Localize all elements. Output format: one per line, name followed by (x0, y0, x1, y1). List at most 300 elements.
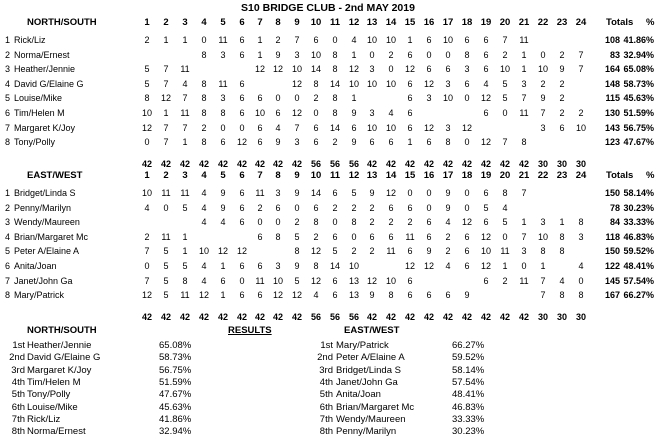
score-cell: 1 (540, 261, 546, 271)
board-top-cell: 42 (198, 311, 209, 322)
score-cell: 2 (369, 202, 375, 213)
board-number-header: 5 (220, 17, 226, 28)
board-number-header: 23 (556, 17, 568, 28)
score-cell: 2 (407, 217, 413, 228)
score-cell: 7 (578, 64, 584, 75)
pair-number: 3 (4, 64, 10, 75)
board-top-cell: 42 (366, 158, 377, 169)
result-percent: 41.86% (159, 413, 192, 425)
score-cell: 11 (500, 246, 510, 257)
score-cell: 7 (182, 122, 188, 133)
score-cell: 0 (502, 231, 508, 242)
result-name: Margaret K/Joy (27, 364, 92, 376)
score-cell: 11 (218, 78, 228, 89)
score-cell: 9 (426, 246, 432, 257)
score-cell: 10 (198, 246, 209, 257)
score-cell: 7 (163, 78, 169, 89)
board-top-cell: 56 (348, 311, 359, 322)
score-cell: 0 (313, 108, 319, 118)
score-cell: 6 (483, 35, 489, 45)
score-cell: 3 (578, 231, 584, 242)
board-number-header: 21 (518, 17, 530, 28)
result-percent: 45.63% (159, 401, 192, 413)
score-cell: 6 (257, 290, 263, 301)
board-number-header: 18 (461, 170, 473, 181)
score-cell: 2 (257, 202, 263, 213)
board-top-cell: 42 (499, 311, 510, 322)
score-cell: 6 (257, 261, 263, 271)
result-name: Brian/Margaret Mc (336, 401, 415, 413)
score-cell: 6 (445, 290, 451, 301)
score-cell: 7 (502, 137, 508, 148)
score-cell: 2 (351, 202, 357, 213)
score-cell: 4 (388, 108, 394, 118)
score-cell: 6 (426, 137, 432, 148)
score-cell: 10 (385, 122, 396, 133)
pair-name: Tim/Helen M (14, 108, 65, 118)
board-top-cell: 42 (480, 158, 491, 169)
score-cell: 6 (464, 261, 470, 271)
score-cell: 2 (144, 35, 150, 45)
score-cell: 11 (405, 231, 415, 242)
score-cell: 11 (161, 231, 171, 242)
pair-percent: 58.73% (623, 78, 654, 89)
score-cell: 1 (182, 137, 188, 148)
pair-total: 148 (604, 78, 620, 89)
board-top-cell: 30 (556, 311, 567, 322)
score-cell: 7 (163, 137, 169, 148)
score-cell: 6 (407, 290, 413, 301)
score-cell: 7 (540, 108, 546, 118)
score-cell: 0 (578, 275, 584, 286)
result-percent: 47.67% (159, 389, 192, 401)
result-name: Norma/Ernest (27, 426, 86, 438)
pair-number: 1 (4, 35, 10, 45)
score-cell: 2 (502, 49, 508, 60)
pair-name: Heather/Jennie (14, 64, 76, 75)
board-top-cell: 42 (254, 158, 265, 169)
score-cell: 0 (502, 108, 508, 118)
board-number-header: 15 (404, 170, 416, 181)
board-number-header: 9 (294, 17, 300, 28)
score-cell: 7 (540, 275, 546, 286)
score-cell: 10 (480, 246, 491, 257)
score-cell: 0 (294, 93, 300, 104)
score-cell: 4 (351, 35, 357, 45)
result-name: Janet/John Ga (336, 376, 398, 388)
score-cell: 12 (254, 64, 265, 75)
score-cell: 8 (144, 93, 150, 104)
board-number-header: 10 (310, 170, 322, 181)
pair-name: Tony/Polly (14, 137, 56, 148)
pair-percent: 58.14% (623, 188, 654, 198)
board-top-cell: 30 (556, 158, 567, 169)
result-name: Tim/Helen M (27, 376, 81, 388)
board-top-cell: 42 (480, 311, 491, 322)
score-cell: 13 (348, 275, 359, 286)
score-cell: 8 (182, 275, 188, 286)
board-top-cell: 42 (160, 311, 171, 322)
pair-total: 108 (604, 35, 620, 45)
board-top-cell: 42 (291, 311, 302, 322)
pair-number: 1 (4, 188, 10, 198)
result-percent: 59.52% (452, 352, 485, 364)
score-cell: 14 (310, 64, 321, 75)
score-cell: 12 (480, 261, 491, 271)
score-cell: 12 (366, 275, 377, 286)
pair-percent: 46.83% (623, 231, 654, 242)
result-place: 3rd (11, 364, 25, 376)
result-place: 6th (319, 401, 333, 413)
score-cell: 11 (519, 35, 529, 45)
score-cell: 8 (201, 108, 207, 118)
score-cell: 6 (239, 217, 245, 228)
score-cell: 9 (369, 290, 375, 301)
score-cell: 5 (163, 246, 169, 257)
score-cell: 6 (239, 202, 245, 213)
score-cell: 3 (369, 64, 375, 75)
board-top-cell: 42 (291, 158, 302, 169)
result-place: 2nd (317, 352, 333, 364)
pair-number: 4 (4, 78, 10, 89)
score-cell: 9 (540, 93, 546, 104)
score-cell: 10 (442, 93, 453, 104)
score-cell: 8 (220, 108, 226, 118)
board-top-cell: 42 (198, 158, 209, 169)
score-cell: 8 (201, 137, 207, 148)
score-cell: 3 (294, 137, 300, 148)
score-cell: 12 (404, 261, 415, 271)
score-cell: 6 (559, 122, 565, 133)
score-cell: 0 (294, 202, 300, 213)
score-cell: 2 (313, 231, 319, 242)
board-number-header: 4 (201, 17, 207, 28)
score-cell: 12 (480, 231, 491, 242)
score-cell: 14 (329, 78, 340, 89)
score-cell: 11 (180, 290, 190, 301)
pair-total: 167 (604, 290, 620, 301)
score-cell: 8 (201, 49, 207, 60)
score-cell: 5 (163, 275, 169, 286)
board-top-cell: 42 (160, 158, 171, 169)
score-cell: 5 (294, 231, 300, 242)
score-cell: 12 (217, 246, 228, 257)
score-cell: 7 (163, 64, 169, 75)
board-number-header: 2 (163, 170, 169, 181)
score-cell: 6 (483, 188, 489, 198)
score-cell: 11 (180, 64, 190, 75)
board-top-cell: 30 (537, 158, 548, 169)
board-number-header: 13 (366, 17, 378, 28)
score-cell: 5 (502, 93, 508, 104)
pair-total: 143 (604, 122, 620, 133)
score-cell: 2 (351, 246, 357, 257)
score-cell: 11 (255, 275, 265, 286)
score-cell: 8 (540, 246, 546, 257)
score-cell: 3 (275, 188, 281, 198)
score-cell: 6 (426, 217, 432, 228)
score-cell: 7 (182, 93, 188, 104)
pair-total: 123 (604, 137, 620, 148)
score-cell: 5 (182, 202, 188, 213)
score-cell: 2 (369, 217, 375, 228)
score-cell: 10 (141, 188, 152, 198)
score-cell: 0 (351, 231, 357, 242)
score-cell: 6 (483, 217, 489, 228)
score-cell: 8 (332, 49, 338, 60)
score-cell: 3 (445, 122, 451, 133)
board-number-header: 2 (163, 17, 169, 28)
result-percent: 32.94% (159, 426, 192, 438)
score-cell: 8 (351, 217, 357, 228)
score-cell: 14 (310, 188, 321, 198)
score-cell: 7 (144, 275, 150, 286)
result-name: Wendy/Maureen (336, 413, 406, 425)
score-cell: 9 (351, 108, 357, 118)
score-cell: 3 (275, 261, 281, 271)
results-ew-heading: EAST/WEST (344, 325, 400, 336)
totals-header: Totals (606, 17, 634, 28)
board-top-cell: 42 (141, 158, 152, 169)
score-cell: 5 (163, 290, 169, 301)
score-cell: 6 (426, 231, 432, 242)
board-number-header: 6 (239, 170, 245, 181)
score-cell: 0 (275, 217, 281, 228)
board-number-header: 9 (294, 170, 300, 181)
pair-total: 145 (604, 275, 620, 286)
score-cell: 3 (220, 49, 226, 60)
score-cell: 8 (275, 231, 281, 242)
score-cell: 12 (236, 246, 247, 257)
score-cell: 6 (407, 49, 413, 60)
score-cell: 5 (182, 261, 188, 271)
score-cell: 4 (201, 202, 207, 213)
board-number-header: 19 (480, 17, 492, 28)
score-cell: 2 (540, 78, 546, 89)
result-place: 4th (319, 376, 333, 388)
board-top-cell: 42 (236, 158, 247, 169)
pair-percent: 47.67% (623, 137, 654, 148)
board-number-header: 22 (537, 170, 549, 181)
score-cell: 9 (559, 64, 565, 75)
score-cell: 6 (407, 78, 413, 89)
pair-number: 5 (4, 93, 10, 104)
score-cell: 8 (559, 290, 565, 301)
pair-name: Anita/Joan (14, 261, 57, 271)
score-cell: 6 (407, 108, 413, 118)
score-cell: 9 (369, 188, 375, 198)
score-cell: 7 (144, 246, 150, 257)
result-name: David G/Elaine G (27, 352, 101, 364)
board-top-cell: 42 (442, 311, 453, 322)
result-percent: 56.75% (159, 364, 192, 376)
score-cell: 8 (388, 290, 394, 301)
score-cell: 12 (141, 290, 152, 301)
score-cell: 10 (575, 122, 586, 133)
score-cell: 4 (578, 261, 584, 271)
board-number-header: 1 (144, 170, 150, 181)
score-cell: 6 (369, 137, 375, 148)
score-cell: 0 (239, 122, 245, 133)
score-cell: 11 (180, 188, 190, 198)
result-percent: 33.33% (452, 413, 485, 425)
board-number-header: 7 (257, 17, 263, 28)
result-percent: 65.08% (159, 340, 192, 351)
score-cell: 0 (220, 122, 226, 133)
board-top-cell: 42 (217, 311, 228, 322)
pair-number: 2 (4, 202, 10, 213)
score-cell: 2 (559, 93, 565, 104)
score-cell: 10 (366, 78, 377, 89)
score-cell: 3 (521, 246, 527, 257)
score-cell: 12 (198, 290, 209, 301)
score-cell: 1 (559, 217, 565, 228)
score-cell: 6 (369, 231, 375, 242)
score-cell: 11 (180, 108, 190, 118)
board-top-cell: 42 (385, 311, 396, 322)
score-cell: 4 (502, 202, 508, 213)
score-cell: 0 (426, 188, 432, 198)
score-cell: 12 (348, 64, 359, 75)
score-cell: 6 (239, 108, 245, 118)
score-cell: 3 (540, 122, 546, 133)
board-top-cell: 56 (310, 311, 321, 322)
score-cell: 11 (255, 188, 265, 198)
score-cell: 7 (294, 35, 300, 45)
score-cell: 2 (294, 217, 300, 228)
score-cell: 9 (275, 49, 281, 60)
pair-name: Norma/Ernest (14, 49, 70, 60)
score-cell: 12 (236, 137, 247, 148)
score-cell: 6 (407, 246, 413, 257)
pair-number: 6 (4, 108, 10, 118)
score-cell: 4 (201, 261, 207, 271)
result-name: Penny/Marilyn (336, 426, 397, 438)
score-cell: 12 (480, 93, 491, 104)
pair-name: Wendy/Maureen (14, 217, 80, 228)
result-percent: 48.41% (452, 389, 485, 401)
pair-number: 7 (4, 275, 10, 286)
score-cell: 0 (464, 188, 470, 198)
board-top-cell: 42 (442, 158, 453, 169)
score-cell: 1 (257, 35, 263, 45)
pair-total: 115 (605, 93, 620, 104)
pair-total: 150 (604, 188, 620, 198)
score-cell: 9 (294, 188, 300, 198)
pair-number: 6 (4, 261, 10, 271)
board-number-header: 11 (329, 17, 341, 28)
board-top-cell: 42 (461, 158, 472, 169)
score-cell: 4 (313, 290, 319, 301)
result-place: 5th (11, 389, 25, 401)
score-cell: 7 (521, 231, 527, 242)
result-place: 2nd (9, 352, 25, 364)
pair-percent: 65.08% (623, 64, 654, 75)
score-cell: 6 (388, 137, 394, 148)
score-cell: 0 (540, 49, 546, 60)
score-cell: 0 (426, 202, 432, 213)
board-top-cell: 42 (461, 311, 472, 322)
score-cell: 6 (426, 64, 432, 75)
board-top-cell: 30 (537, 311, 548, 322)
score-cell: 8 (578, 217, 584, 228)
score-cell: 10 (366, 122, 377, 133)
board-top-cell: 56 (329, 158, 340, 169)
score-cell: 4 (182, 78, 188, 89)
result-percent: 58.14% (452, 364, 485, 376)
score-cell: 12 (385, 188, 396, 198)
score-cell: 3 (294, 49, 300, 60)
board-top-cell: 42 (404, 158, 415, 169)
score-cell: 11 (386, 246, 396, 257)
board-top-cell: 56 (348, 158, 359, 169)
board-number-header: 8 (275, 170, 281, 181)
board-number-header: 19 (480, 170, 492, 181)
score-cell: 4 (483, 78, 489, 89)
score-cell: 2 (559, 108, 565, 118)
section-heading: NORTH/SOUTH (27, 17, 97, 28)
score-cell: 6 (388, 202, 394, 213)
score-cell: 0 (388, 64, 394, 75)
percent-header: % (646, 170, 655, 181)
score-cell: 6 (239, 93, 245, 104)
pair-number: 2 (4, 49, 10, 60)
score-cell: 8 (332, 93, 338, 104)
board-top-cell: 42 (141, 311, 152, 322)
board-number-header: 8 (275, 17, 281, 28)
score-cell: 12 (272, 64, 283, 75)
board-top-cell: 42 (254, 311, 265, 322)
score-cell: 10 (366, 35, 377, 45)
score-cell: 4 (201, 188, 207, 198)
result-place: 8th (319, 426, 333, 438)
score-cell: 6 (426, 35, 432, 45)
result-name: Mary/Patrick (336, 340, 389, 351)
board-number-header: 12 (348, 170, 360, 181)
score-cell: 1 (163, 35, 169, 45)
pair-percent: 41.86% (623, 35, 654, 45)
pair-total: 130 (604, 108, 620, 118)
score-cell: 12 (160, 93, 171, 104)
score-cell: 11 (519, 275, 529, 286)
pair-percent: 51.59% (623, 108, 654, 118)
board-top-cell: 42 (179, 158, 190, 169)
score-cell: 2 (502, 275, 508, 286)
board-number-header: 3 (182, 170, 188, 181)
score-cell: 5 (163, 261, 169, 271)
pair-name: Peter A/Elaine A (14, 246, 80, 257)
score-cell: 0 (332, 217, 338, 228)
board-top-cell: 42 (385, 158, 396, 169)
score-cell: 12 (423, 261, 434, 271)
score-cell: 10 (348, 261, 359, 271)
score-cell: 6 (257, 122, 263, 133)
score-cell: 12 (291, 78, 302, 89)
result-place: 7th (11, 413, 25, 425)
result-place: 4th (11, 376, 25, 388)
score-cell: 1 (220, 261, 226, 271)
board-top-cell: 42 (366, 311, 377, 322)
score-cell: 9 (445, 188, 451, 198)
score-cell: 1 (220, 290, 226, 301)
score-cell: 2 (445, 246, 451, 257)
score-cell: 12 (272, 290, 283, 301)
score-cell: 4 (201, 217, 207, 228)
score-cell: 14 (329, 261, 340, 271)
score-cell: 0 (275, 93, 281, 104)
pair-percent: 32.94% (623, 49, 654, 60)
score-cell: 0 (144, 261, 150, 271)
